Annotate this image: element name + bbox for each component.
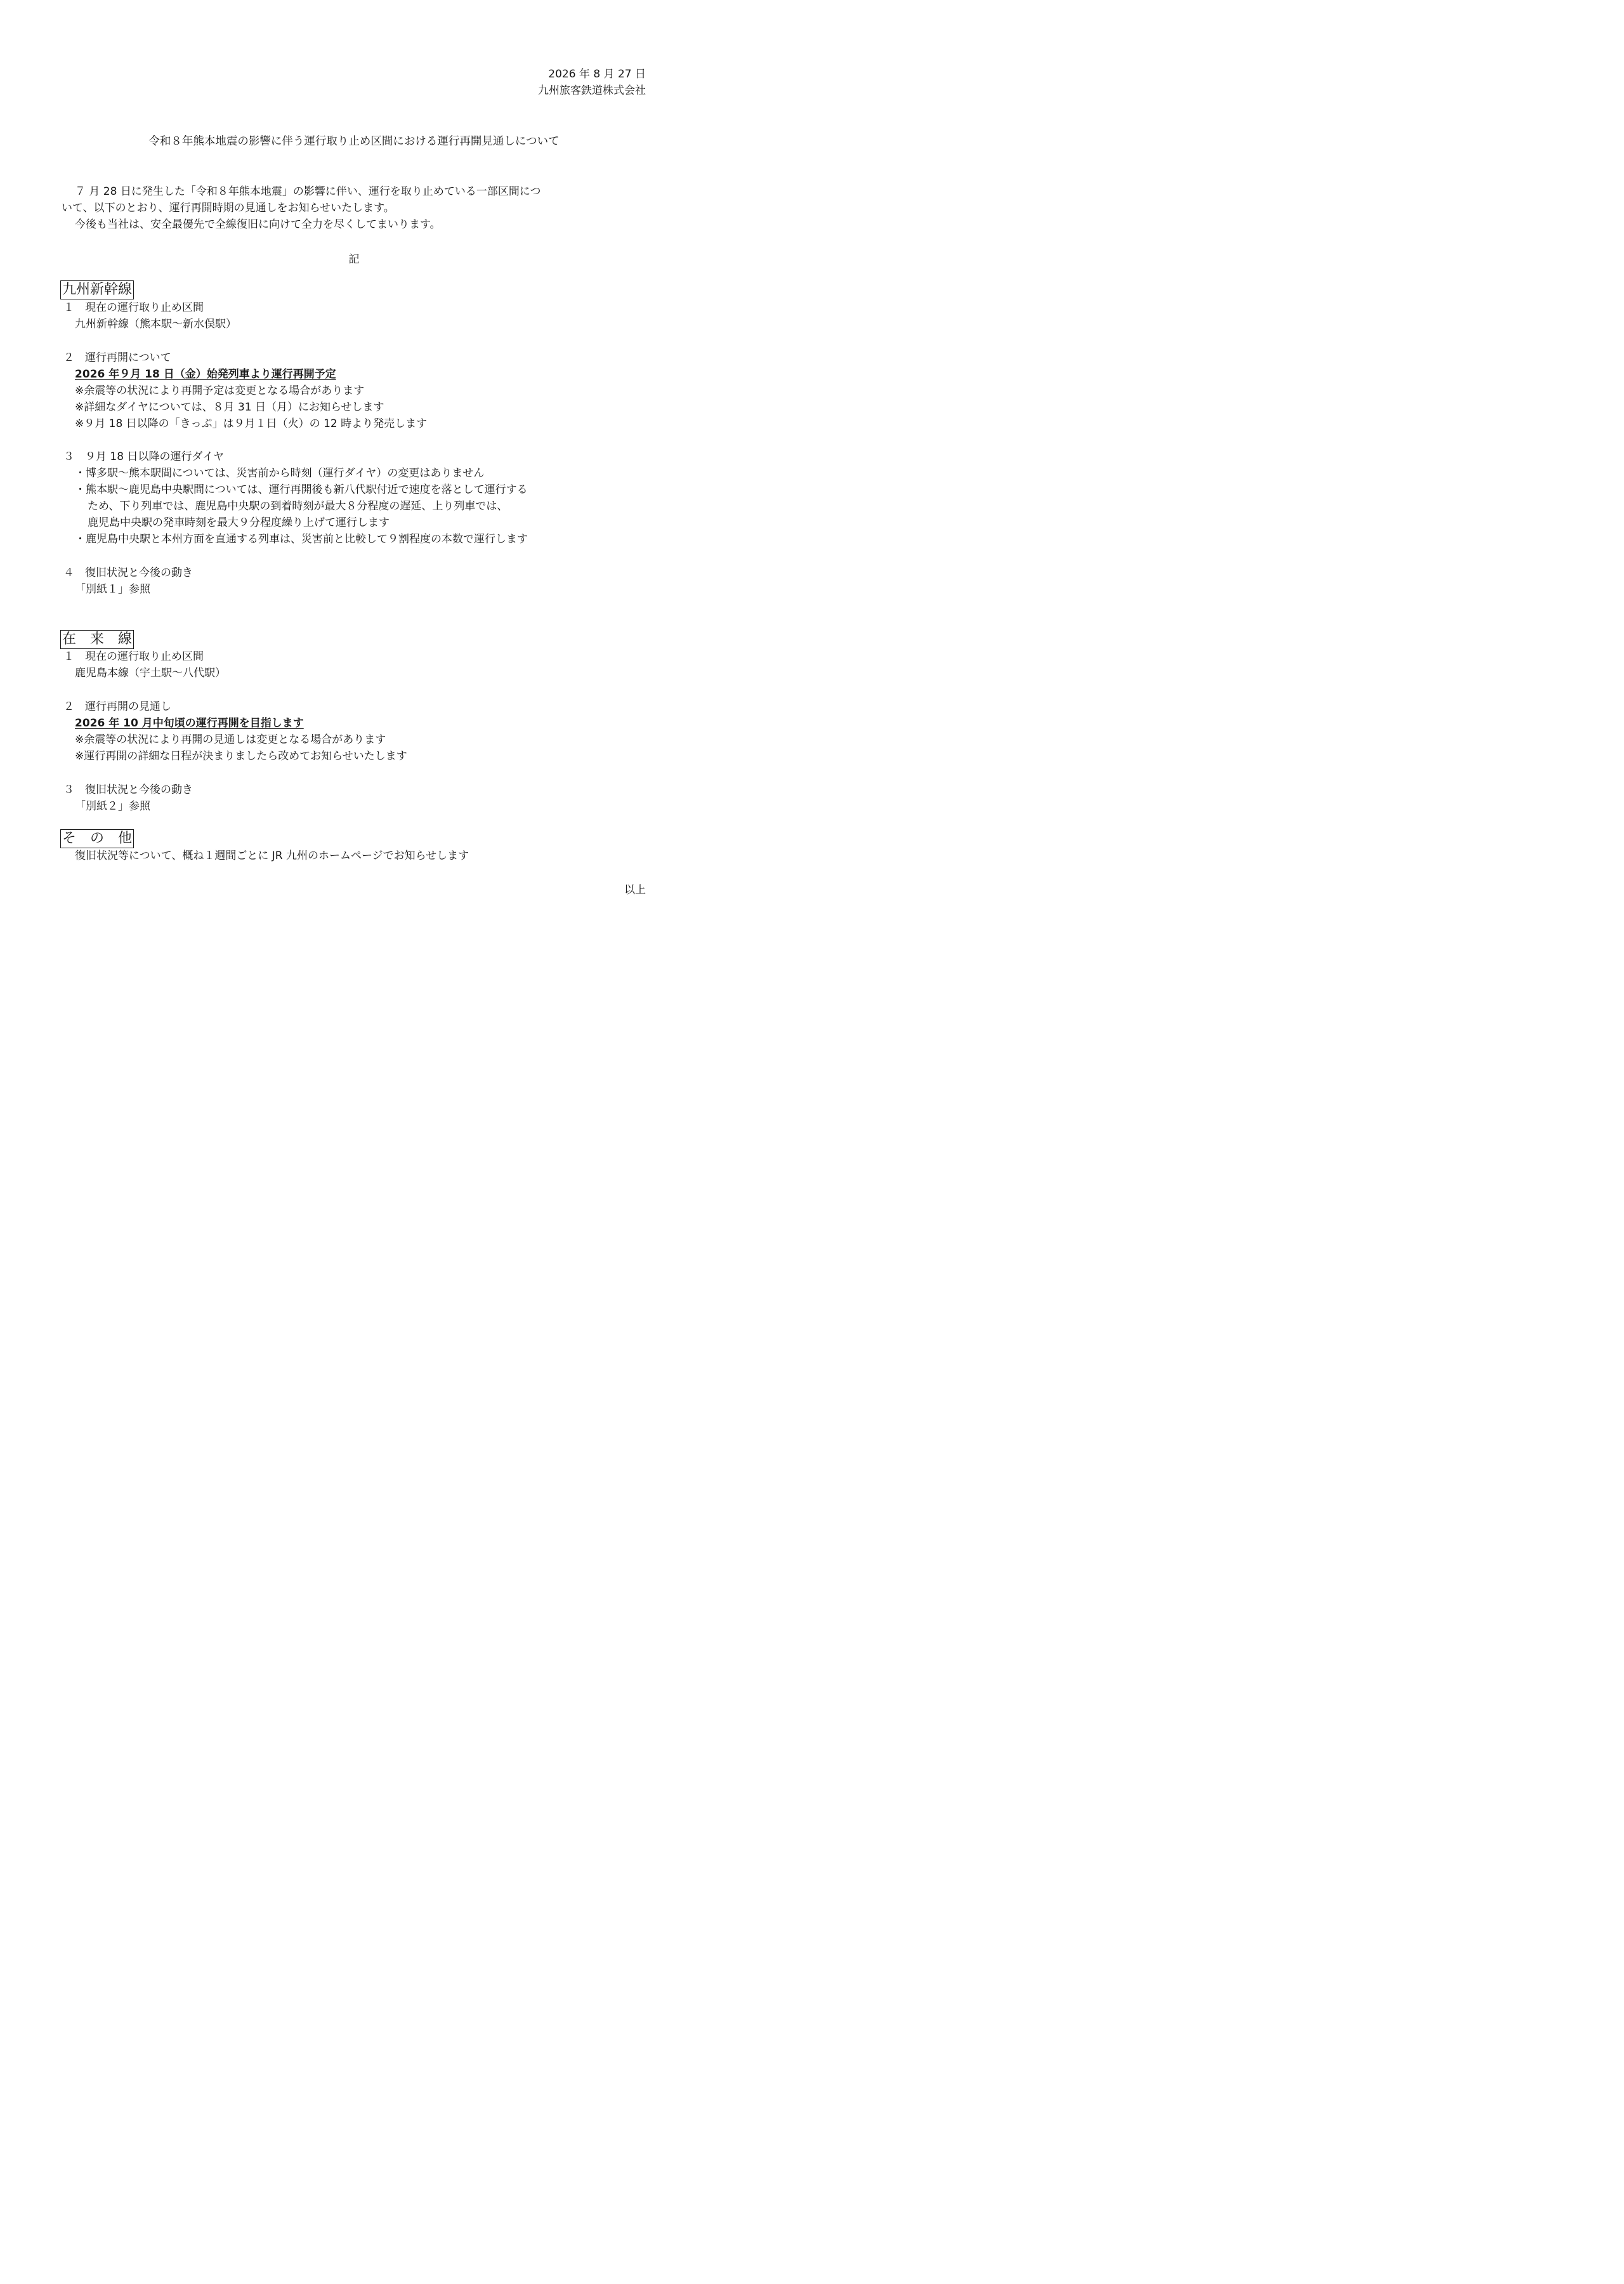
shinkansen-s2-title: ２ 運行再開について [63, 351, 171, 364]
shinkansen-s2-highlight: 2026 年９月 18 日（金）始発列車より運行再開予定 [75, 368, 336, 381]
zairaisen-s3-body: 「別紙２」参照 [75, 800, 150, 813]
shinkansen-s1-title: １ 現在の運行取り止め区間 [63, 301, 204, 314]
zairaisen-s3-title: ３ 復旧状況と今後の動き [63, 784, 193, 796]
intro-line-1: ７ 月 28 日に発生した「令和８年熊本地震」の影響に伴い、運行を取り止めている一部区間につ [75, 185, 541, 198]
shinkansen-s4-title: ４ 復旧状況と今後の動き [63, 567, 193, 579]
ki-marker: 記 [348, 253, 360, 266]
zairaisen-s2-highlight: 2026 年 10 月中旬頃の運行再開を目指します [75, 717, 304, 730]
document-title: 令和８年熊本地震の影響に伴う運行取り止め区間における運行再開見通しについて [148, 135, 560, 148]
document-date: 2026 年 8 月 27 日 [548, 68, 646, 81]
intro-line-2: いて、以下のとおり、運行再開時期の見通しをお知らせいたします。 [62, 202, 395, 214]
shinkansen-s3-bullet-2-line-1: ・熊本駅～鹿児島中央駅間については、運行再開後も新八代駅付近で速度を落として運行する [75, 483, 528, 496]
zairaisen-s2-title: ２ 運行再開の見通し [63, 700, 171, 713]
closing-mark: 以上 [624, 884, 646, 896]
shinkansen-s2-note-3: ※９月 18 日以降の「きっぷ」は９月１日（火）の 12 時より発売します [75, 417, 428, 430]
shinkansen-s1-body: 九州新幹線（熊本駅～新水俣駅） [75, 318, 237, 331]
shinkansen-s2-note-2: ※詳細なダイヤについては、８月 31 日（月）にお知らせします [75, 401, 384, 414]
zairaisen-s2-note-1: ※余震等の状況により再開の見通しは変更となる場合があります [75, 733, 386, 746]
section-heading-shinkansen: 九州新幹線 [60, 280, 134, 299]
section-heading-zairaisen: 在 来 線 [60, 630, 134, 649]
shinkansen-s3-title: ３ ９月 18 日以降の運行ダイヤ [63, 450, 225, 463]
shinkansen-s3-bullet-3: ・鹿児島中央駅と本州方面を直通する列車は、災害前と比較して９割程度の本数で運行します [75, 533, 528, 546]
shinkansen-s3-bullet-2-line-3: 鹿児島中央駅の発車時刻を最大９分程度繰り上げて運行します [88, 516, 390, 529]
intro-line-3: 今後も当社は、安全最優先で全線復旧に向けて全力を尽くしてまいります。 [75, 218, 441, 231]
section-heading-sonota: そ の 他 [60, 829, 134, 848]
document-page [0, 0, 708, 995]
shinkansen-s3-bullet-1: ・博多駅～熊本駅間については、災害前から時刻（運行ダイヤ）の変更はありません [75, 467, 485, 480]
shinkansen-s3-bullet-2-line-2: ため、下り列車では、鹿児島中央駅の到着時刻が最大８分程度の遅延、上り列車では、 [88, 500, 508, 513]
zairaisen-s2-note-2: ※運行再開の詳細な日程が決まりましたら改めてお知らせいたします [75, 750, 407, 763]
zairaisen-s1-title: １ 現在の運行取り止め区間 [63, 650, 204, 663]
sonota-body: 復旧状況等について、概ね１週間ごとに JR 九州のホームページでお知らせします [75, 850, 469, 862]
shinkansen-s2-note-1: ※余震等の状況により再開予定は変更となる場合があります [75, 384, 365, 397]
issuer-company: 九州旅客鉄道株式会社 [538, 84, 646, 97]
zairaisen-s1-body: 鹿児島本線（宇土駅～八代駅） [75, 667, 226, 679]
shinkansen-s4-body: 「別紙１」参照 [75, 583, 150, 596]
